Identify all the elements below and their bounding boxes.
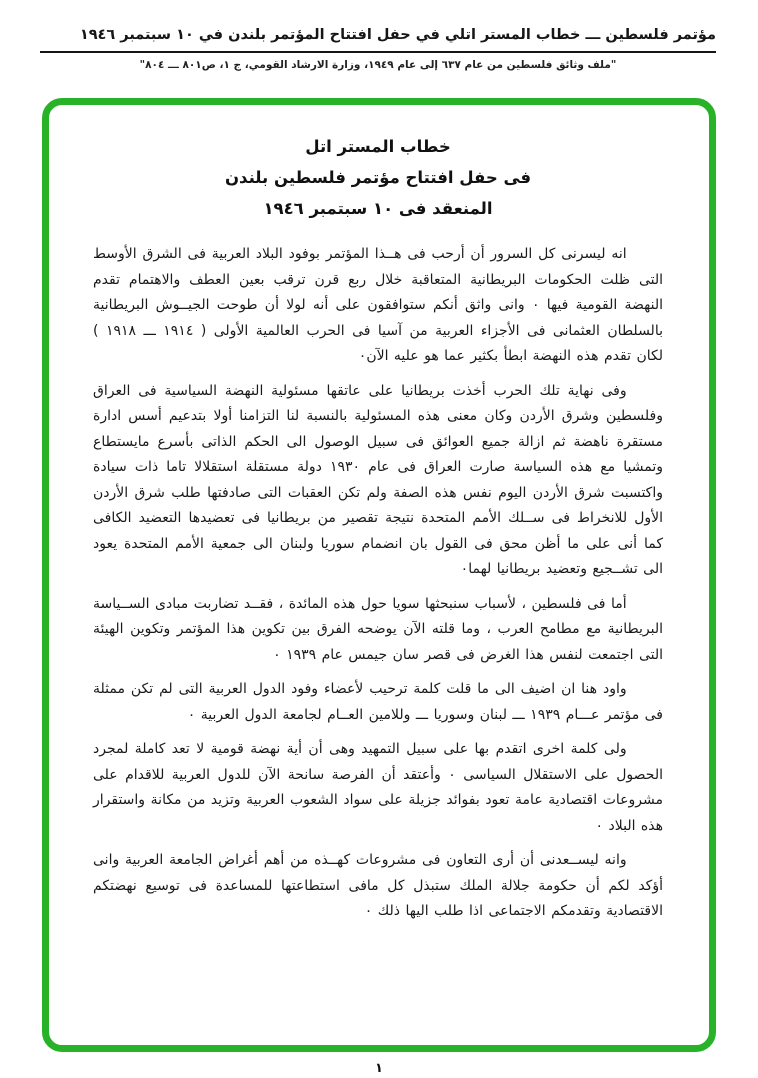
scanned-page-content [49, 105, 709, 1045]
speech-paragraph-4: واود هنا ان اضيف الى ما قلت كلمة ترحيب لأعضاء وفود الدول العربية التى لم تكن ممثلة فى مؤتمر عـــام ١٩٣٩ ـــ لبنان وسوريا ـــ وللامين العــام لجامعة الدول العربية ٠ [93, 681, 663, 723]
speech-paragraph-2: وفى نهاية تلك الحرب أخذت بريطانيا على عاتقها مسئولية النهضة السياسية فى العراق وفلسطين وشرق الأردن وكان معنى هذه المسئولية بالنسبة لنا التزامنا أولا بتدعيم أسس ادارة مستقرة ناهضة ثم ازالة جميع العوائق فى سبيل الوصول الى الحكم الذاتى بأسرع مايستطاع وتمشيا مع هذه السياسة صارت العراق فى عام ١٩٣٠ دولة مستقلة استقلالا تاما ذات سيادة واكتسبت شرق الأردن اليوم نفس هذه الصفة ولم تكن العقبات التى صادفتها طلب شرق الأردن الأول للانخراط فى ســلك الأمم المتحدة نتيجة تقصير من بريطانيا فى تعضيدها التعضيد الكافى كما أنى على ما أظن محق فى القول بان انضمام سوريا ولبنان الى جمعية الأمم المتحدة يعود الى تشــجيع وتعضيد بريطانيا لهما٠ [93, 382, 663, 577]
scanned-page-frame [42, 98, 716, 1052]
header-source-note: "ملف وثائق فلسطين من عام ٦٣٧ إلى عام ١٩٤٩، وزارة الارشاد القومي، ج ١، ص٨٠١ ـــ ٨٠٤" [139, 59, 617, 71]
speech-paragraph-1: انه ليسرنى كل السرور أن أرحب فى هــذا المؤتمر بوفود البلاد العربية فى الشرق الأوسط التى ظلت الحكومات البريطانية المتعاقبة خلال ربع قرن ترقب بعين العطف والاهتمام تقدم النهضة القومية فيها ٠ وانى واثق أنكم ستوافقون على أنه لولا أن طوحت الجيــوش البريطانية بالسلطان العثمانى فى الأجزاء العربية من آسيا فى الحرب العالمية الأولى ( ١٩١٤ ـــ ١٩١٨ ) لكان تقدم هذه النهضة ابطأ بكثير عما هو عليه الآن٠ [93, 246, 663, 364]
speech-title-block [93, 131, 663, 224]
header-divider-rule [40, 51, 716, 53]
header-title: مؤتمر فلسطين ـــ خطاب المستر اتلي في حفل افتتاح المؤتمر بلندن في ١٠ سبتمبر ١٩٤٦ [79, 27, 716, 43]
page-number: ١ [375, 1061, 383, 1076]
speech-paragraph-5: ولى كلمة اخرى اتقدم بها على سبيل التمهيد وهى أن أية نهضة قومية لا تعد كاملة لمجرد الحصول على الاستقلال السياسى ٠ وأعتقد أن الفرصة سانحة الآن للدول العربية للاقدام على مشروعات اقتصادية عامة تعود بفوائد جزيلة على سواد الشعوب العربية وتزيد من مكانة واستقرار هذه البلاد ٠ [93, 741, 663, 834]
speech-title-line-3: المنعقد فى ١٠ سبتمبر ١٩٤٦ [263, 199, 493, 218]
document-header [40, 24, 716, 73]
speech-title-line-2: فى حفل افتتاح مؤتمر فلسطين بلندن [224, 168, 532, 187]
speech-paragraph-6: وانه ليســعدنى أن أرى التعاون فى مشروعات كهــذه من أهم أغراض الجامعة العربية وانى أؤكد لكم أن حكومة جلالة الملك ستبذل كل مافى استطاعتها للمساعدة فى توسيع نهضتكم الاقتصادية وتقدمكم الاجتماعى اذا طلب اليها ذلك ٠ [93, 852, 663, 919]
speech-title-line-1: خطاب المستر اتل [305, 137, 451, 156]
speech-paragraph-3: أما فى فلسطين ، لأسباب سنبحثها سويا حول هذه المائدة ، فقــد تضاربت مبادى الســياسة البريطانية مع مطامح العرب ، وما قلته الآن يوضحه الفرق بين تكوين هذا المؤتمر وتكوين الهيئة التى اجتمعت لنفس هذا الغرض فى قصر سان جيمس عام ١٩٣٩ ٠ [93, 595, 663, 663]
